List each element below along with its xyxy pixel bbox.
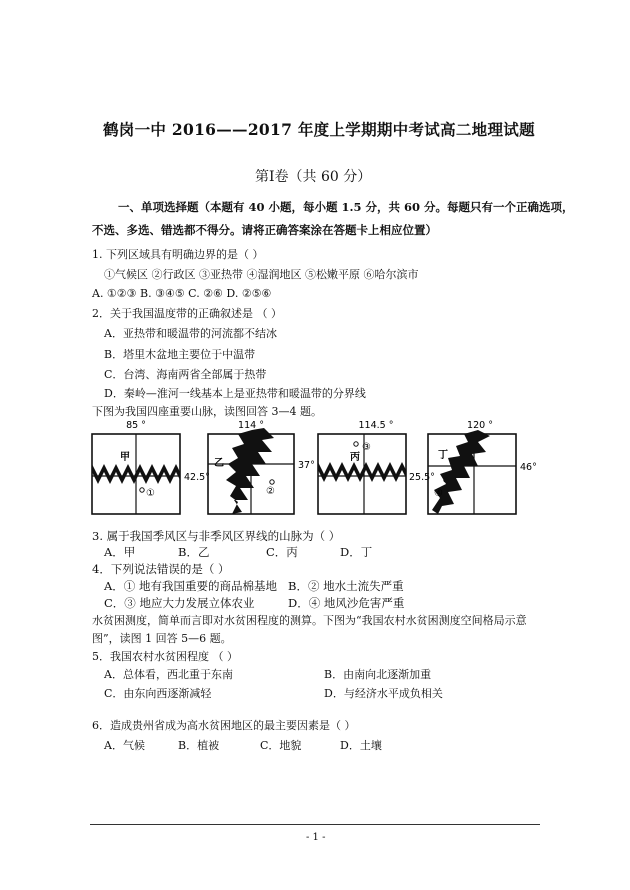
section-heading: 第Ⅰ卷（共 60 分）: [255, 169, 372, 185]
q5-option-d: D．与经济水平成负相关: [324, 687, 443, 700]
q4-option-c: C．③ 地应大力发展立体农业: [104, 596, 255, 610]
map-yi-top-label: 114 °: [238, 420, 264, 431]
instructions-line-1: 一、单项选择题（本题有 40 小题，每小题 1.5 分，共 60 分。每题只有一个正确选项，: [118, 200, 574, 214]
q5-option-a: A．总体看，西北重于东南: [104, 668, 233, 681]
map-ding-side-label: 46°: [520, 462, 537, 473]
q5-option-c: C．由东向西逐渐减轻: [104, 687, 212, 700]
map-ding-marker: ④: [434, 488, 443, 499]
q1-items: ①气候区 ②行政区 ③亚热带 ④湿润地区 ⑤松嫩平原 ⑥哈尔滨市: [104, 268, 419, 281]
footer-divider: [90, 824, 540, 825]
q4-option-a: A．① 地有我国重要的商品棉基地: [104, 579, 277, 593]
map-ding: [428, 420, 537, 514]
q4-option-d: D．④ 地风沙危害严重: [288, 596, 405, 610]
intro-5-6-line-2: 图”，读图 1 回答 5—6 题。: [92, 632, 232, 645]
intro-5-6-line-1: 水贫困测度，简单而言即对水贫困程度的测算。下图为“我国农村水贫困测度空间格局示意: [92, 614, 527, 627]
q6-option-a: A．气候: [104, 739, 145, 752]
map-yi-marker: ②: [266, 486, 275, 497]
map-yi-name: 乙: [214, 458, 224, 469]
q2-option-a: A．亚热带和暖温带的河流都不结冰: [104, 327, 277, 340]
q1-stem: 1. 下列区域具有明确边界的是（ ）: [92, 248, 264, 261]
map-yi: [208, 420, 315, 514]
q2-option-c: C．台湾、海南两省全部属于热带: [104, 368, 267, 381]
q3-option-a: A．甲: [104, 545, 136, 559]
map-bing-marker: ③: [362, 442, 371, 453]
map-jia-name: 甲: [120, 452, 130, 463]
page-number: - 1 -: [306, 832, 326, 843]
map-bing-top-label: 114.5 °: [358, 420, 394, 431]
map-jia: [92, 420, 210, 514]
q6-option-d: D．土壤: [340, 739, 382, 752]
map-bing: [318, 420, 435, 514]
q3-option-b: B．乙: [178, 545, 210, 559]
intro-3-4: 下图为我国四座重要山脉，读图回答 3—4 题。: [92, 405, 322, 418]
q3-stem: 3. 属于我国季风区与非季风区界线的山脉为（ ）: [92, 529, 341, 543]
q6-option-c: C．地貌: [260, 739, 302, 752]
q2-option-d: D．秦岭—淮河一线基本上是亚热带和暖温带的分界线: [104, 387, 366, 400]
mountain-maps-figure: [86, 414, 546, 524]
map-jia-marker: ①: [146, 488, 155, 499]
q6-stem: 6．造成贵州省成为高水贫困地区的最主要因素是（ ）: [92, 719, 356, 732]
page-title: 鹤岗一中 2016——2017 年度上学期期中考试高二地理试题: [103, 120, 535, 139]
map-yi-side-label: 37°: [298, 460, 315, 471]
map-jia-side-label: 42.5°: [184, 472, 210, 483]
q1-options: A. ①②③ B. ③④⑤ C. ②⑥ D. ②⑤⑥: [92, 287, 272, 300]
q2-option-b: B．塔里木盆地主要位于中温带: [104, 348, 256, 361]
q2-stem: 2．关于我国温度带的正确叙述是 （ ）: [92, 307, 282, 320]
q4-option-b: B．② 地水土流失严重: [288, 579, 404, 593]
map-bing-name: 丙: [350, 452, 360, 463]
q5-option-b: B．由南向北逐渐加重: [324, 668, 432, 681]
q5-stem: 5．我国农村水贫困程度 （ ）: [92, 650, 238, 663]
q6-option-b: B．植被: [178, 739, 220, 752]
q3-option-c: C．丙: [266, 545, 298, 559]
map-ding-name: 丁: [438, 450, 448, 461]
map-ding-top-label: 120 °: [467, 420, 493, 431]
map-jia-top-label: 85 °: [126, 420, 146, 431]
q3-option-d: D．丁: [340, 545, 373, 559]
instructions-line-2: 不选、多选、错选都不得分。请将正确答案涂在答题卡上相应位置）: [92, 223, 437, 237]
map-bing-side-label: 25.5°: [409, 472, 435, 483]
q4-stem: 4．下列说法错误的是（ ）: [92, 562, 230, 576]
